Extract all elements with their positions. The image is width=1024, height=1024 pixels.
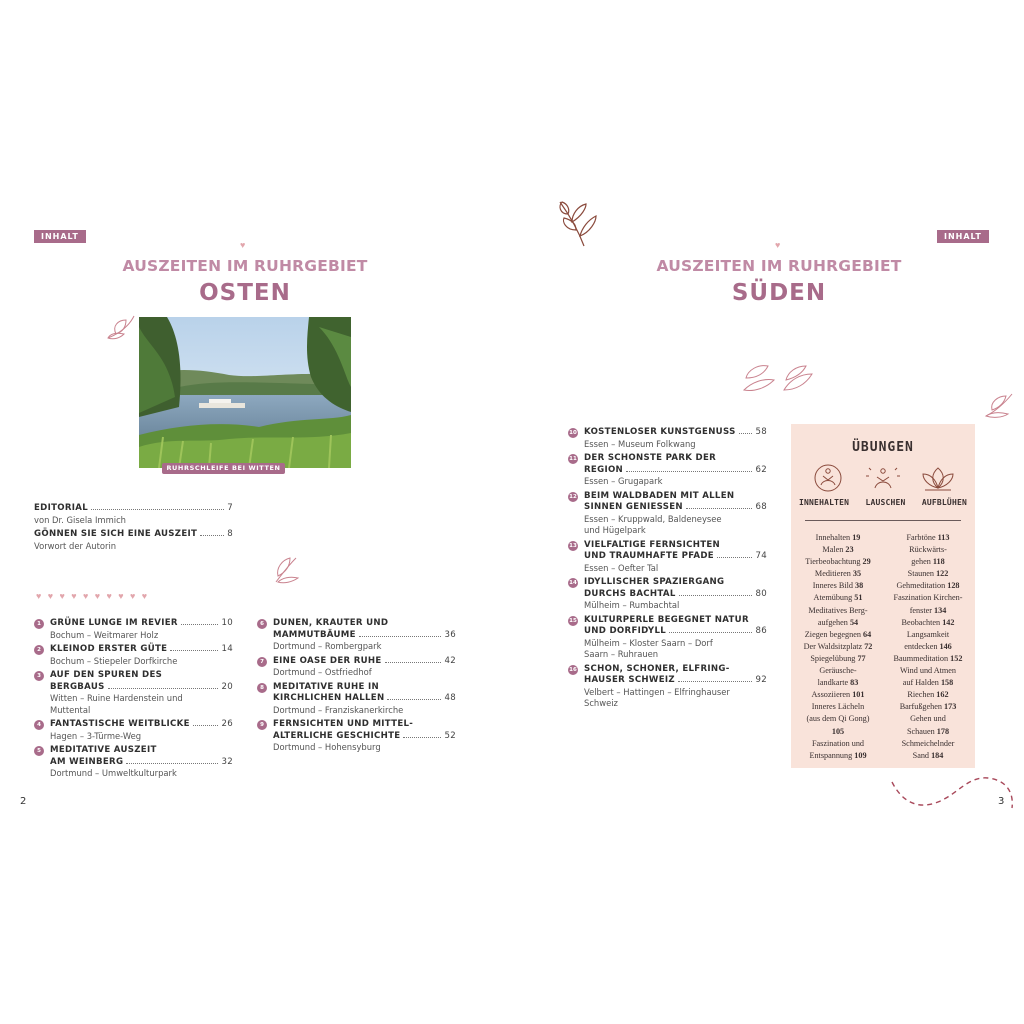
exercise-page: 19 xyxy=(852,533,861,542)
toc-entry-title xyxy=(273,682,456,705)
exercise-item: Geräusche- xyxy=(819,666,857,676)
inhalt-badge: INHALT xyxy=(34,230,86,243)
title-text: FANTASTISCHE WEITBLICKE xyxy=(50,719,190,729)
page-ref: 80 xyxy=(755,588,767,599)
title-text: AM WEINBERG xyxy=(50,756,124,767)
exercise-item: Inneres Lächeln xyxy=(811,702,865,712)
title-line xyxy=(584,427,767,439)
page-ref: 68 xyxy=(755,502,767,512)
toc-entry-title xyxy=(50,670,233,693)
title-text: GRÜNE LUNGE IM REVIER xyxy=(50,618,178,628)
title-line xyxy=(273,630,456,642)
toc-entry-title xyxy=(34,503,233,515)
toc-entry[interactable] xyxy=(569,539,767,575)
toc-entry[interactable] xyxy=(260,655,456,679)
title-line: MEDITATIVE AUSZEIT xyxy=(50,745,157,755)
page-ref: 86 xyxy=(755,626,767,636)
title-text: ALTERLICHE GESCHICHTE xyxy=(273,730,401,741)
title-text: MAMMUTBÄUME xyxy=(273,629,356,640)
leader-dots xyxy=(193,725,219,726)
toc-entry-location: Velbert – Hattingen – Elfringhauser xyxy=(584,686,730,697)
title-line: VIELFÄLTIGE FERNSICHTEN xyxy=(584,539,721,550)
exercise-page: 122 xyxy=(936,569,949,579)
toc-entry-title xyxy=(50,719,233,731)
leaf-icon xyxy=(982,390,1018,420)
exercise-item: Spiegelübung 77 xyxy=(810,653,866,663)
toc-entry[interactable] xyxy=(260,681,456,717)
chapter-number-badge: 13 xyxy=(569,542,577,549)
toc-entry-title xyxy=(584,664,767,687)
title-line: IDYLLISCHER SPAZIERGANG xyxy=(584,577,725,587)
listening-icon xyxy=(866,468,900,488)
toc-entry-location: Essen – Oefter Tal xyxy=(584,562,659,573)
dashed-path-decoration xyxy=(888,772,1022,812)
toc-entry[interactable] xyxy=(37,670,233,716)
exercise-page: 146 xyxy=(939,641,952,651)
lotus-icon xyxy=(923,468,953,490)
title-line xyxy=(273,731,456,743)
title-text: EDITORIAL xyxy=(34,503,89,513)
toc-entry-title xyxy=(584,540,767,563)
toc-entry[interactable] xyxy=(37,618,233,641)
toc-entry-title xyxy=(584,615,767,638)
leaf-icon xyxy=(104,312,140,342)
toc-entry[interactable] xyxy=(260,719,456,754)
leader-dots xyxy=(403,737,441,738)
exercise-page: 113 xyxy=(937,533,950,542)
chapter-number-badge: 2 xyxy=(34,645,44,655)
exercise-item: Staunen 122 xyxy=(907,569,949,579)
exercise-item: entdecken 146 xyxy=(904,641,952,651)
toc-column-2 xyxy=(260,618,456,757)
toc-entry[interactable] xyxy=(37,644,233,667)
exercises-title: ÜBUNGEN xyxy=(852,440,914,455)
toc-entry-location: Mülheim – Kloster Saarn – Dorf xyxy=(584,637,713,648)
toc-entry-title xyxy=(584,577,767,600)
toc-entry-title xyxy=(50,745,233,768)
page-ref: 74 xyxy=(755,551,767,561)
section-title: SÜDEN xyxy=(731,280,827,306)
toc-entry-location: Dortmund – Hohensyburg xyxy=(273,742,381,752)
photo-caption: RUHRSCHLEIFE BEI WITTEN xyxy=(162,463,285,474)
toc-entry-location: Hagen – 3-Türme-Weg xyxy=(50,730,142,741)
toc-entry-location: und Hügelpark xyxy=(584,525,646,535)
leaf-pair-icon xyxy=(740,360,816,394)
toc-entry-location: von Dr. Gisela Immich xyxy=(34,514,126,525)
chapter-number-badge: 7 xyxy=(257,657,267,667)
leader-dots xyxy=(359,636,442,637)
exercise-page: 184 xyxy=(931,750,944,760)
exercise-item: Gehen und xyxy=(910,714,946,724)
toc-entry[interactable] xyxy=(569,577,767,612)
title-text: REGION xyxy=(584,464,624,475)
title-line xyxy=(273,693,456,705)
exercise-page: 35 xyxy=(852,569,862,579)
leader-dots xyxy=(126,763,218,764)
exercise-item: gehen 118 xyxy=(911,557,945,567)
leader-dots xyxy=(739,433,753,434)
inhalt-badge: INHALT xyxy=(937,230,989,243)
toc-entry[interactable] xyxy=(37,719,233,742)
title-line: DÜNEN, KRÄUTER UND xyxy=(273,618,389,628)
title-text: KLEINOD ERSTER GÜTE xyxy=(50,644,168,654)
toc-entry[interactable] xyxy=(34,503,233,526)
leaf-branch-icon xyxy=(556,200,606,250)
title-line: FERNSICHTEN UND MITTEL- xyxy=(273,719,414,729)
exercise-item: Atemübung 51 xyxy=(813,593,863,603)
toc-entry-location: Essen – Museum Folkwang xyxy=(584,438,696,449)
toc-entry-location: Dortmund – Umweltkulturpark xyxy=(50,768,177,778)
exercise-item: Schmeichelnder xyxy=(901,738,955,748)
chapter-number-badge: 14 xyxy=(569,580,577,586)
leader-dots xyxy=(181,624,219,625)
toc-entry[interactable] xyxy=(34,529,233,552)
chapter-number-badge: 12 xyxy=(569,493,577,500)
title-text: EINE OASE DER RUHE xyxy=(273,655,382,666)
title-text: SINNEN GENIESSEN xyxy=(584,502,683,512)
page-ref: 8 xyxy=(227,529,233,539)
leader-dots xyxy=(626,471,752,472)
chapter-number-badge: 11 xyxy=(569,456,577,462)
leader-dots xyxy=(679,595,753,596)
leader-dots xyxy=(108,688,219,689)
title-text: BERGBAUS xyxy=(50,681,105,692)
toc-entry-location: Witten – Ruine Hardenstein und xyxy=(50,693,183,703)
title-line: MEDITATIVE RUHE IN xyxy=(273,681,379,692)
exercise-category-icons xyxy=(805,462,961,494)
title-text: KOSTENLOSER KUNSTGENUSS xyxy=(584,427,736,437)
toc-entry[interactable] xyxy=(569,490,767,537)
chapter-number-badge: 10 xyxy=(569,430,577,436)
title-line xyxy=(34,503,233,515)
exercise-item: aufgehen 54 xyxy=(817,617,859,627)
page-number: 2 xyxy=(20,796,27,807)
exercise-page: 72 xyxy=(864,641,873,651)
exercise-list-1 xyxy=(797,532,879,762)
toc-entry[interactable] xyxy=(569,614,767,661)
exercise-item: Innehalten 19 xyxy=(815,533,861,542)
toc-entry-title xyxy=(50,644,233,656)
leader-dots xyxy=(686,508,753,509)
page-ref: 48 xyxy=(444,693,456,703)
exercise-page: 142 xyxy=(942,617,955,627)
exercise-page: 152 xyxy=(950,653,963,663)
exercise-item xyxy=(797,726,879,738)
title-line: BEIM WALDBADEN MIT ALLEN xyxy=(584,490,735,501)
title-line: SCHÖN, SCHÖNER, ELFRING- xyxy=(584,663,730,674)
toc-entry-location: Essen – Kruppwald, Baldeneysee xyxy=(584,513,722,524)
exercise-list-2 xyxy=(887,532,969,762)
exercise-item: Entspannung 109 xyxy=(809,750,867,760)
exercise-page: 158 xyxy=(940,678,954,688)
toc-entry[interactable] xyxy=(569,453,767,488)
exercise-item: Schauen 178 xyxy=(906,726,950,736)
exercises-box xyxy=(791,424,975,768)
page-ref: 10 xyxy=(221,618,233,628)
toc-entry[interactable] xyxy=(569,663,767,710)
exercise-page: 134 xyxy=(934,605,947,615)
category-aufbluehen: AUFBLÜHEN xyxy=(921,498,967,507)
leader-dots xyxy=(170,650,218,651)
toc-entry-title xyxy=(34,529,233,541)
exercise-item: Baummeditation 152 xyxy=(893,653,963,663)
title-line: KULTURPERLE BEGEGNET NATUR xyxy=(584,614,749,625)
title-line xyxy=(584,626,767,638)
page-ref: 20 xyxy=(221,681,233,692)
leader-dots xyxy=(91,509,224,510)
exercise-page: 23 xyxy=(845,545,854,555)
exercise-item: Wind und Atmen xyxy=(899,666,957,676)
exercise-item: Ziegen begegnen 64 xyxy=(804,629,872,639)
page-ref: 42 xyxy=(444,655,456,666)
exercise-page: 105 xyxy=(831,726,845,736)
heart-icon: ♥ xyxy=(240,240,246,250)
toc-entry[interactable] xyxy=(260,618,456,653)
exercise-item: fenster 134 xyxy=(909,605,947,615)
title-line xyxy=(50,618,233,630)
exercise-page: 51 xyxy=(854,593,863,603)
toc-entry-location: Schweiz xyxy=(584,698,618,708)
title-line xyxy=(584,675,767,687)
toc-entry-location: Muttental xyxy=(50,704,91,715)
chapter-number-badge: 8 xyxy=(257,683,267,693)
exercise-item: Faszination und xyxy=(811,738,865,748)
title-line: DER SCHÖNSTE PARK DER xyxy=(584,453,717,463)
exercise-item: Farbtöne 113 xyxy=(906,533,950,542)
meditation-icon xyxy=(815,465,841,491)
chapter-number-badge: 16 xyxy=(569,666,577,673)
toc-entry-location: Essen – Grugapark xyxy=(584,476,663,486)
exercise-item: Barfußgehen 173 xyxy=(899,702,957,712)
title-text: UND DORFIDYLL xyxy=(584,626,667,636)
title-line xyxy=(50,719,233,731)
toc-entry-title xyxy=(273,618,456,641)
photo-ruhrschleife xyxy=(139,317,351,468)
toc-entry-title xyxy=(273,719,456,742)
exercise-page: 162 xyxy=(936,690,949,700)
title-text: UND TRAUMHAFTE PFADE xyxy=(584,551,714,561)
toc-column-1 xyxy=(37,618,233,783)
page-number: 3 xyxy=(998,796,1005,807)
chapter-number-badge: 5 xyxy=(34,746,44,756)
toc-entry-location: Dortmund – Ostfriedhof xyxy=(273,667,372,677)
hearts-divider: ♥♥♥♥♥♥♥♥♥♥ xyxy=(36,591,154,601)
exercise-item: Langsamkeit xyxy=(906,629,950,639)
toc-entry-title xyxy=(273,656,456,668)
exercise-page: 64 xyxy=(863,629,872,639)
leader-dots xyxy=(717,557,752,558)
exercise-page: 83 xyxy=(850,678,859,688)
page-ref: 14 xyxy=(221,644,233,654)
exercise-item: Malen 23 xyxy=(822,545,854,555)
page-ref: 36 xyxy=(444,629,456,640)
section-subtitle: AUSZEITEN IM RUHRGEBIET xyxy=(122,257,368,275)
title-line xyxy=(584,465,767,477)
toc-entry-title xyxy=(50,618,233,630)
exercise-page: 77 xyxy=(857,653,866,663)
section-title: OSTEN xyxy=(199,280,291,306)
title-line xyxy=(50,644,233,656)
toc-entry-location: Dortmund – Franziskanerkirche xyxy=(273,704,404,715)
leader-dots xyxy=(678,681,753,682)
exercise-item: Meditatives Berg- xyxy=(808,605,868,615)
exercise-page: 101 xyxy=(852,690,865,700)
exercise-item: Gehmeditation 128 xyxy=(896,581,960,591)
toc-entry-location: Dortmund – Rombergpark xyxy=(273,641,382,651)
divider xyxy=(805,520,961,521)
exercise-item: Inneres Bild 38 xyxy=(812,581,864,591)
exercise-item: Riechen 162 xyxy=(907,690,949,700)
toc-entry[interactable] xyxy=(37,745,233,780)
chapter-number-badge: 3 xyxy=(34,671,44,681)
toc-entry-title xyxy=(584,491,767,514)
leader-dots xyxy=(200,535,224,536)
exercise-item: Meditieren 35 xyxy=(814,569,862,579)
toc-entry[interactable] xyxy=(569,427,767,450)
title-line xyxy=(273,656,456,668)
front-matter-list xyxy=(34,503,233,555)
exercise-page: 173 xyxy=(944,702,957,712)
leaf-icon xyxy=(270,554,304,584)
exercise-item: Tierbeobachtung 29 xyxy=(805,557,871,567)
chapter-number-badge: 6 xyxy=(257,619,267,629)
leader-dots xyxy=(385,662,442,663)
leader-dots xyxy=(669,632,752,633)
toc-entry-location: Bochum – Weitmarer Holz xyxy=(50,629,159,640)
title-line xyxy=(50,682,233,694)
title-line: AUF DEN SPUREN DES xyxy=(50,670,163,680)
toc-entry-location: Bochum – Stiepeler Dorfkirche xyxy=(50,655,178,666)
exercise-item: Der Waldsitzplatz 72 xyxy=(803,641,873,651)
page-ref: 92 xyxy=(755,675,767,685)
page-ref: 32 xyxy=(221,756,233,767)
chapter-number-badge: 9 xyxy=(257,720,267,730)
page-ref: 52 xyxy=(444,730,456,741)
toc-entry-title xyxy=(584,427,767,439)
exercise-item: Rückwärts- xyxy=(909,545,947,555)
exercise-item: landkarte 83 xyxy=(817,678,859,688)
exercise-page: 128 xyxy=(947,581,960,591)
exercise-item: Beobachten 142 xyxy=(901,617,955,627)
heart-icon: ♥ xyxy=(775,240,781,250)
exercise-page: 109 xyxy=(854,750,867,760)
title-text: GÖNNEN SIE SICH EINE AUSZEIT xyxy=(34,529,198,539)
toc-entry-title xyxy=(584,453,767,476)
exercise-page: 29 xyxy=(862,557,871,567)
exercise-item: auf Halden 158 xyxy=(902,678,954,688)
toc-column-3 xyxy=(569,427,767,713)
chapter-number-badge: 15 xyxy=(569,617,577,624)
section-subtitle: AUSZEITEN IM RUHRGEBIET xyxy=(656,257,902,275)
title-text: KIRCHLICHEN HALLEN xyxy=(273,693,385,703)
leader-dots xyxy=(387,699,441,700)
chapter-number-badge: 1 xyxy=(34,619,44,629)
exercise-item: Sand 184 xyxy=(912,750,944,760)
chapter-number-badge: 4 xyxy=(34,720,44,730)
exercise-page: 38 xyxy=(855,581,864,591)
exercise-item: Faszination Kirchen- xyxy=(893,593,963,603)
exercise-categories xyxy=(799,498,967,507)
toc-entry-location: Mülheim – Rumbachtal xyxy=(584,600,680,610)
title-line xyxy=(50,757,233,769)
title-line xyxy=(584,502,767,514)
page-ref: 26 xyxy=(221,719,233,729)
page-ref: 7 xyxy=(227,503,233,513)
title-line xyxy=(584,589,767,601)
toc-entry-location: Vorwort der Autorin xyxy=(34,540,117,551)
exercise-page: 178 xyxy=(936,726,950,736)
exercise-page: 54 xyxy=(849,617,859,627)
toc-entry-location: Saarn – Ruhrauen xyxy=(584,649,659,659)
exercise-item: Assoziieren 101 xyxy=(811,690,865,700)
exercise-item: (aus dem Qi Gong) xyxy=(806,714,870,724)
title-line xyxy=(34,529,233,541)
category-innehalten: INNEHALTEN xyxy=(799,498,850,507)
page-ref: 62 xyxy=(755,464,767,475)
page-ref: 58 xyxy=(755,427,767,437)
exercise-page: 118 xyxy=(932,557,945,567)
title-text: HAUSER SCHWEIZ xyxy=(584,675,675,685)
title-line xyxy=(584,551,767,563)
title-text: DURCHS BACHTAL xyxy=(584,588,676,599)
category-lauschen: LAUSCHEN xyxy=(865,498,906,507)
